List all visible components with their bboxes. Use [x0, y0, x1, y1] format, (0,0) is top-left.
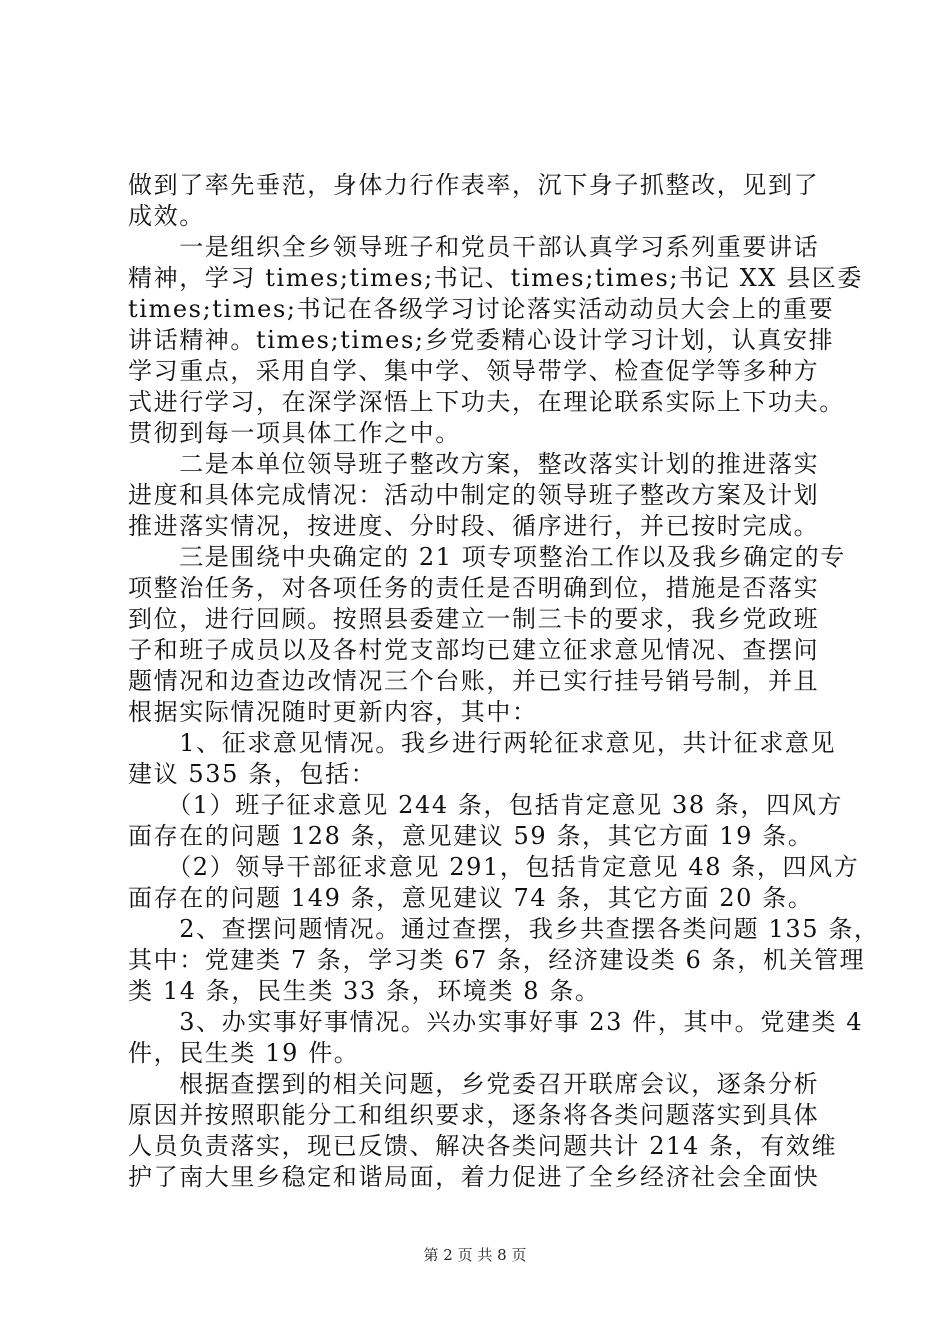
text-line: 件，民生类 19 件。 — [128, 1039, 360, 1067]
text-line: 到位，进行回顾。按照县委建立一制三卡的要求，我乡党政班 — [128, 605, 820, 633]
text-line: 原因并按照职能分工和组织要求，逐条将各类问题落实到具体 — [128, 1101, 820, 1129]
text-line: 面存在的问题 128 条，意见建议 59 条，其它方面 19 条。 — [128, 822, 814, 850]
text-line: 人员负责落实，现已反馈、解决各类问题共计 214 条，有效维 — [128, 1132, 838, 1160]
text-line: 进度和具体完成情况：活动中制定的领导班子整改方案及计划 — [128, 481, 820, 509]
text-line: 3、办实事好事情况。兴办实事好事 23 件，其中。党建类 4 — [128, 1008, 864, 1036]
text-line: 建议 535 条，包括： — [128, 760, 377, 788]
page-footer: 第 2 页 共 8 页 — [423, 1246, 527, 1264]
text-line: 二是本单位领导班子整改方案，整改落实计划的推进落实 — [128, 450, 820, 478]
text-line: 护了南大里乡稳定和谐局面，着力促进了全乡经济社会全面快 — [128, 1163, 820, 1191]
text-line: 根据查摆到的相关问题，乡党委召开联席会议，逐条分析 — [128, 1070, 820, 1098]
text-line: 面存在的问题 149 条，意见建议 74 条，其它方面 20 条。 — [128, 884, 814, 912]
text-line: （2）领导干部征求意见 291，包括肯定意见 48 条，四风方 — [128, 853, 860, 881]
text-line: 题情况和边查边改情况三个台账，并已实行挂号销号制，并且 — [128, 667, 820, 695]
text-line: 三是围绕中央确定的 21 项专项整治工作以及我乡确定的专 — [128, 543, 846, 571]
text-line: 项整治任务，对各项任务的责任是否明确到位，措施是否落实 — [128, 574, 820, 602]
text-line: 学习重点，采用自学、集中学、领导带学、检查促学等多种方 — [128, 357, 820, 385]
text-line: times;times;书记在各级学习讨论落实活动动员大会上的重要 — [128, 295, 835, 323]
text-line: （1）班子征求意见 244 条，包括肯定意见 38 条，四风方 — [128, 791, 843, 819]
text-line: 2、查摆问题情况。通过查摆，我乡共查摆各类问题 135 条， — [128, 915, 880, 943]
text-line: 做到了率先垂范，身体力行作表率，沉下身子抓整改，见到了 — [128, 171, 820, 199]
document-body — [128, 170, 880, 1193]
text-line: 成效。 — [128, 202, 205, 230]
text-line: 推进落实情况，按进度、分时段、循序进行，并已按时完成。 — [128, 512, 820, 540]
text-line: 类 14 条，民生类 33 条，环境类 8 条。 — [128, 977, 601, 1005]
text-line: 子和班子成员以及各村党支部均已建立征求意见情况、查摆问 — [128, 636, 820, 664]
text-line: 1、征求意见情况。我乡进行两轮征求意见，共计征求意见 — [128, 729, 837, 757]
text-line: 精神，学习 times;times;书记、times;times;书记 XX 县区委 — [128, 264, 863, 292]
text-line: 其中：党建类 7 条，学习类 67 条，经济建设类 6 条，机关管理 — [128, 946, 866, 974]
text-line: 贯彻到每一项具体工作之中。 — [128, 419, 461, 447]
text-line: 根据实际情况随时更新内容，其中： — [128, 698, 538, 726]
text-line: 一是组织全乡领导班子和党员干部认真学习系列重要讲话 — [128, 233, 820, 261]
text-line: 式进行学习，在深学深悟上下功夫，在理论联系实际上下功夫。 — [128, 388, 845, 416]
text-line: 讲话精神。times;times;乡党委精心设计学习计划，认真安排 — [128, 326, 835, 354]
